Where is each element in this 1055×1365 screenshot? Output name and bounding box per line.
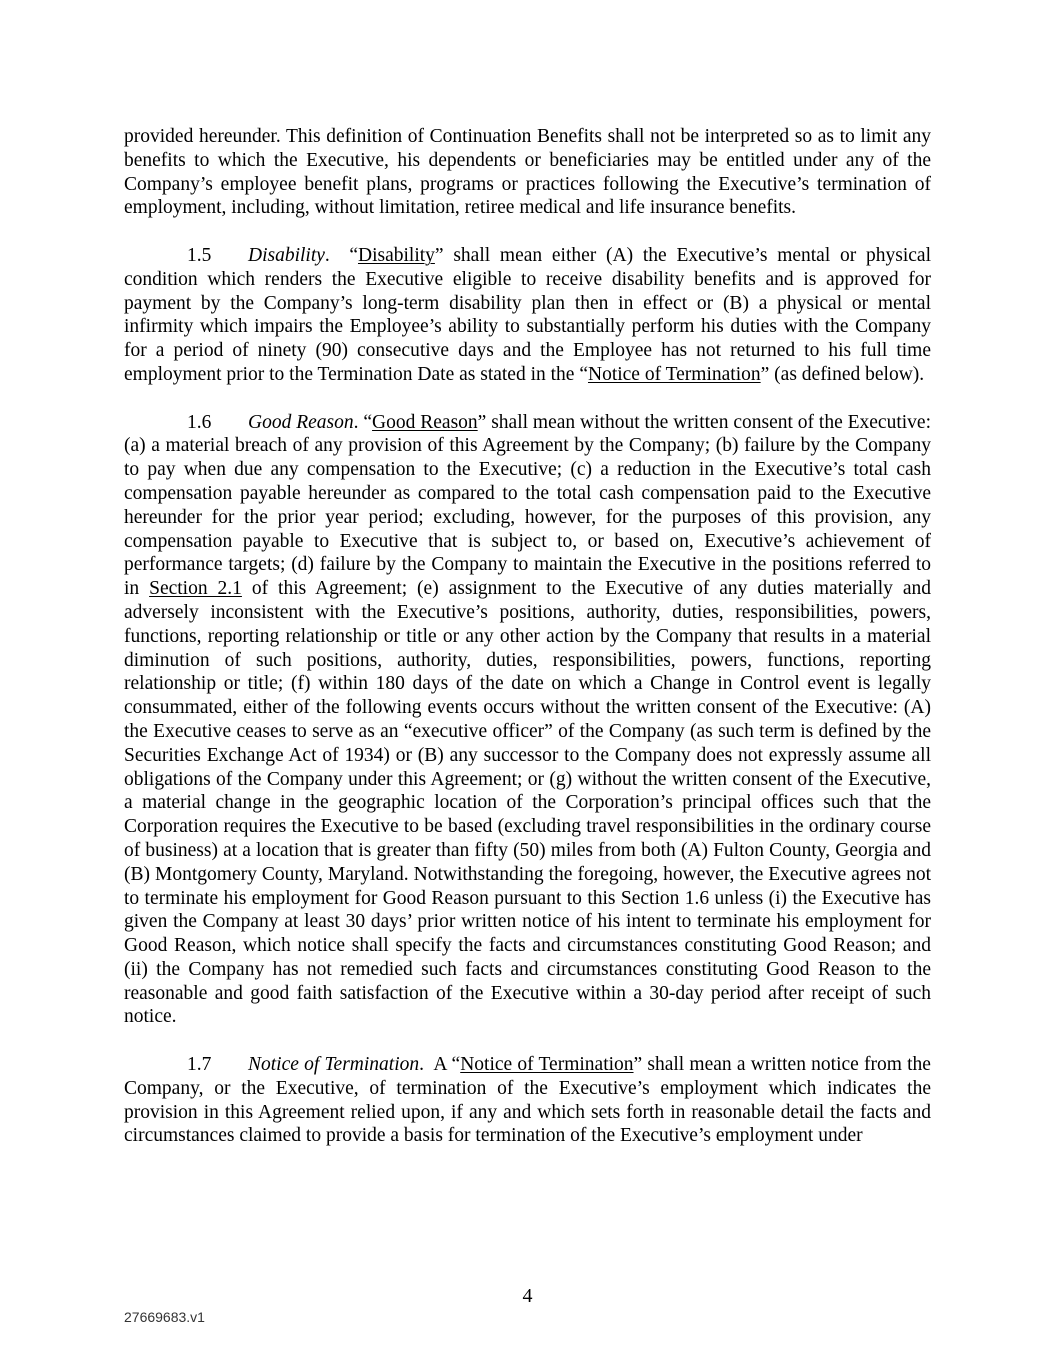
section-title-end: . xyxy=(419,1054,424,1076)
defined-term: Notice of Termination xyxy=(460,1054,634,1076)
continuation-paragraph xyxy=(124,125,931,220)
section-body-end: of this Agreement; (e) assignment to the Executive of any duties materially and adversely inconsistent with the Executive’s positions, authority, duties, responsibilities, powers, functions, reporting relationship or title or any other action by the Company that results in a material diminution of such positions, authority, duties, responsibilities, powers, functions, reporting relationship or title; (f) within 180 days of the date on which a Change in Control event is legally consummated, either of the following events occurs without the written consent of the Executive: (A) the Executive ceases to serve as an “executive officer” of the Company (as such term is defined by the Securities Exchange Act of 1934) or (B) any successor to the Company does not expressly assume all obligations of the Company under this Agreement; or (g) without the written consent of the Executive, a material change in the geographic location of the Corporation’s principal offices such that the Corporation requires the Executive to be based (excluding travel responsibilities in the ordinary course of business) at a location that is greater than fifty (50) miles from both (A) Fulton County, Georgia and (B) Montgomery County, Maryland. Notwithstanding the foregoing, however, the Executive agrees not to terminate his employment for Good Reason pursuant to this Section 1.6 unless (i) the Executive has given the Company at least 30 days’ prior written notice of his intent to terminate his employment for Good Reason, which notice shall specify the facts and circumstances constituting Good Reason; and (ii) the Company has not remedied such facts and circumstances constituting Good Reason to the reasonable and good faith satisfaction of the Executive within a 30-day period after receipt of such notice. xyxy=(124,578,931,1028)
section-title: Good Reason xyxy=(248,411,354,433)
open-quote: “ xyxy=(349,244,358,266)
section-title-end: . xyxy=(324,244,330,266)
section-number: 1.7 xyxy=(187,1054,212,1076)
defined-term: Disability xyxy=(357,244,435,266)
section-body: shall mean either (A) the Executive’s mental or physical condition which renders the Executive eligible to receive disability benefits and is approved for payment by the Company’s long-term disability plan then in effect or (B) a physical or mental infirmity which impairs the Employee’s ability to substantially perform his duties with the Company for a period of ninety (90) consecutive days and the Employee has not returned to his full time employment prior to the Termination Date as stated in the “ xyxy=(124,244,931,385)
section-body: shall mean without the written consent of the Executive: (a) a material breach of any provision of this Agreement by the Company; (b) failure by the Company to pay when due any compensation to the Executive; (c) a reduction in the Executive’s total cash compensation payable hereunder as compared to the total cash compensation paid to the Executive hereunder for the prior year period; excluding, however, for the purposes of this provision, any compensation payable to Executive that is subject to, or based on, Executive’s achievement of performance targets; (d) failure by the Company to maintain the Executive in the positions referred to in xyxy=(124,411,931,600)
page-body xyxy=(124,125,931,1148)
section-title: Disability xyxy=(248,244,325,266)
section-1-7-notice-of-termination xyxy=(124,1053,931,1148)
section-body: shall mean a written notice from the Company, or the Executive, of termination of the Executive’s employment which indicates the provision in this Agreement relied upon, if any and which sets forth in reasonable detail the facts and circumstances claimed to provide a basis for termination of the Executive’s employment under xyxy=(124,1054,931,1147)
defined-term: Good Reason xyxy=(372,411,478,433)
open-quote: “ xyxy=(363,411,373,433)
section-body-end: ” (as defined below). xyxy=(760,363,925,385)
section-number: 1.5 xyxy=(187,244,212,266)
close-quote: ” xyxy=(434,244,444,266)
cross-reference: Notice of Termination xyxy=(587,363,761,385)
document-id: 27669683.v1 xyxy=(124,1309,205,1325)
cross-reference: Section 2.1 xyxy=(149,578,242,600)
close-quote: ” xyxy=(477,411,487,433)
section-number: 1.6 xyxy=(187,411,212,433)
section-1-6-good-reason xyxy=(124,411,931,1030)
close-quote: ” xyxy=(633,1054,643,1076)
page-number: 4 xyxy=(522,1285,533,1307)
continuation-text: provided hereunder. This definition of Continuation Benefits shall not be interpreted so as to limit any benefits to which the Executive, his dependents or beneficiaries may be entitled under any of the Company’s employee benefit plans, programs or practices following the Executive’s termination of employment, including, without limitation, retiree medical and life insurance benefits. xyxy=(124,126,931,219)
section-title: Notice of Termination xyxy=(248,1054,420,1076)
open-quote: A “ xyxy=(433,1054,461,1076)
section-1-5-disability xyxy=(124,244,931,387)
section-title-end: . xyxy=(353,411,359,433)
